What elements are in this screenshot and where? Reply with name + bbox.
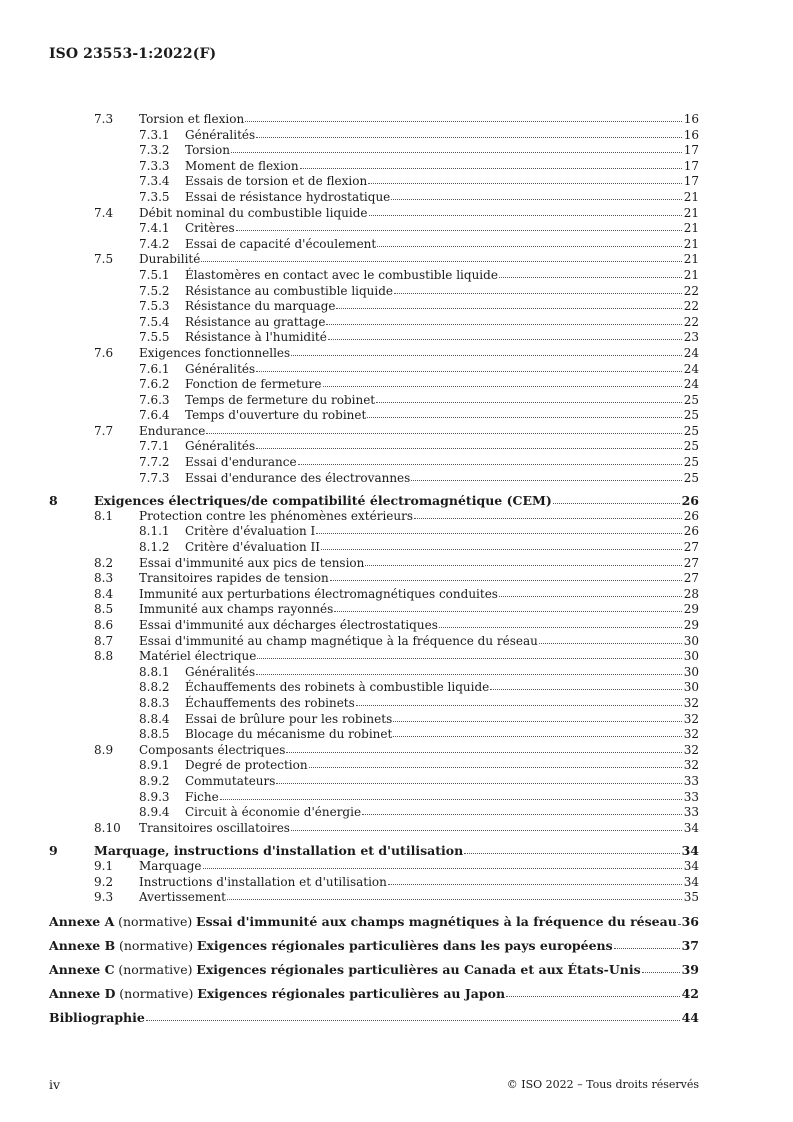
toc-entry-title: Essai d'immunité au champ magnétique à la fréquence du réseau xyxy=(139,633,538,648)
toc-entry-number: 7.3.5 xyxy=(139,189,170,204)
toc-entry-page: 32 xyxy=(683,758,699,773)
toc-entry-title: Moment de flexion xyxy=(185,158,299,173)
dot-leader xyxy=(309,757,682,768)
toc-entry-number: 7.4 xyxy=(94,205,114,220)
toc-entry[interactable] xyxy=(49,859,699,875)
toc-entry-number: 9 xyxy=(49,843,58,859)
dot-leader xyxy=(499,267,682,278)
toc-entry-page: 21 xyxy=(683,236,699,251)
toc-entry[interactable] xyxy=(49,758,699,774)
toc-entry[interactable] xyxy=(49,790,699,806)
toc-entry-title: Degré de protection xyxy=(185,758,308,773)
dot-leader xyxy=(553,493,680,504)
toc-entry-title: Protection contre les phénomènes extérieurs xyxy=(139,508,414,523)
toc-entry[interactable] xyxy=(49,805,699,821)
toc-entry-number: 7.5.3 xyxy=(139,299,170,314)
toc-entry-number: 7.7.2 xyxy=(139,455,170,470)
toc-entry-page: 34 xyxy=(681,843,699,859)
dot-leader xyxy=(356,695,682,706)
toc-entry-title: Immunité aux champs rayonnés xyxy=(139,602,334,617)
annex-label: Annexe D xyxy=(49,985,116,1001)
toc-entry-title: Généralités xyxy=(185,439,256,454)
toc-entry-title: Durabilité xyxy=(139,252,201,267)
toc-entry-page: 27 xyxy=(683,555,699,570)
toc-entry-number: 8.8 xyxy=(94,649,114,664)
dot-leader xyxy=(256,438,682,449)
toc-entry-title: Résistance au grattage xyxy=(185,314,326,329)
toc-entry-title: Blocage du mécanisme du robinet xyxy=(185,727,393,742)
toc-entry-number: 8.1.2 xyxy=(139,540,170,555)
dot-leader xyxy=(388,874,682,885)
dot-leader xyxy=(678,914,680,925)
toc-entry[interactable] xyxy=(49,509,699,525)
toc-entry-page: 21 xyxy=(683,189,699,204)
toc-entry-title: Transitoires oscillatoires xyxy=(139,820,290,835)
dot-leader xyxy=(328,329,682,340)
toc-entry-title: Essai d'endurance xyxy=(185,455,297,470)
toc-entry-page: 21 xyxy=(683,267,699,282)
toc-entry[interactable] xyxy=(49,362,699,378)
toc-entry[interactable] xyxy=(49,455,699,471)
toc-entry-title: Torsion xyxy=(185,143,230,158)
toc-entry-title: Résistance du marquage xyxy=(185,299,336,314)
toc-entry-page: 25 xyxy=(683,408,699,423)
toc-entry-title: Débit nominal du combustible liquide xyxy=(139,205,368,220)
toc-entry-title: Essai de capacité d'écoulement xyxy=(185,236,377,251)
toc-entry-number: 7.6.4 xyxy=(139,408,170,423)
toc-entry[interactable] xyxy=(49,821,699,837)
dot-leader xyxy=(334,601,681,612)
toc-entry-title: Commutateurs xyxy=(185,773,276,788)
dot-leader xyxy=(206,423,681,434)
dot-leader xyxy=(256,361,682,372)
dot-leader xyxy=(367,407,681,418)
toc-entry[interactable] xyxy=(49,315,699,331)
toc-entry[interactable] xyxy=(49,680,699,696)
toc-entry-page: 30 xyxy=(683,633,699,648)
toc-entry-title: Immunité aux perturbations électromagnétiques conduites xyxy=(139,586,498,601)
dot-leader xyxy=(330,570,682,581)
toc-entry-title: Fiche xyxy=(185,789,219,804)
toc-entry-number: 8.8.3 xyxy=(139,695,170,710)
bibliography-title: Bibliographie xyxy=(49,1009,145,1025)
toc-entry-page: 33 xyxy=(683,805,699,820)
dot-leader xyxy=(439,617,682,628)
toc-entry[interactable] xyxy=(49,493,699,509)
toc-entry-number: 7.5.1 xyxy=(139,267,170,282)
toc-entry[interactable] xyxy=(49,571,699,587)
toc-entry[interactable] xyxy=(49,712,699,728)
toc-entry-page: 26 xyxy=(683,524,699,539)
toc-entry-page: 22 xyxy=(683,314,699,329)
toc-entry-title: Élastomères en contact avec le combustible liquide xyxy=(185,267,498,282)
dot-leader xyxy=(393,711,681,722)
dot-leader xyxy=(365,555,681,566)
dot-leader xyxy=(298,454,682,465)
annex-title: Exigences régionales particulières au Canada et aux États-Unis xyxy=(196,961,641,977)
toc-entry[interactable] xyxy=(49,774,699,790)
toc-entry[interactable] xyxy=(49,330,699,346)
toc-entry-title: Échauffements des robinets xyxy=(185,695,355,710)
annex-type: (normative) xyxy=(119,985,194,1001)
toc-entry-page: 26 xyxy=(683,508,699,523)
dot-leader xyxy=(614,938,680,949)
toc-annex-entry[interactable] xyxy=(49,961,699,978)
toc-entry-page: 24 xyxy=(683,345,699,360)
toc-entry-title: Composants électriques xyxy=(139,742,286,757)
toc-annex-entry[interactable] xyxy=(49,937,699,954)
toc-entry-page: 28 xyxy=(683,586,699,601)
toc-entry-title: Fonction de fermeture xyxy=(185,377,322,392)
toc-entry-number: 7.3 xyxy=(94,112,114,126)
dot-leader xyxy=(362,804,682,815)
dot-leader xyxy=(394,283,682,294)
toc-entry-title: Critère d'évaluation II xyxy=(185,540,320,555)
toc-entry[interactable] xyxy=(49,174,699,190)
toc-entry[interactable] xyxy=(49,524,699,540)
toc-entry-title: Exigences fonctionnelles xyxy=(139,345,291,360)
toc-entry-number: 8.1 xyxy=(94,508,114,523)
toc-entry[interactable] xyxy=(49,128,699,144)
toc-entry-page: 32 xyxy=(683,727,699,742)
toc-entry-page: 30 xyxy=(683,649,699,664)
toc-bibliography-entry[interactable] xyxy=(49,1009,699,1026)
toc-entry[interactable] xyxy=(49,471,699,487)
toc-entry-number: 8.3 xyxy=(94,571,114,586)
toc-entry-number: 7.3.3 xyxy=(139,158,170,173)
toc-entry[interactable] xyxy=(49,540,699,556)
toc-entry[interactable] xyxy=(49,346,699,362)
toc-entry-page: 16 xyxy=(683,127,699,142)
annex-type: (normative) xyxy=(118,961,193,977)
toc-entry-title: Transitoires rapides de tension xyxy=(139,571,329,586)
dot-leader xyxy=(220,789,682,800)
toc-entry-number: 7.4.1 xyxy=(139,221,170,236)
toc-entry[interactable] xyxy=(49,159,699,175)
dot-leader xyxy=(326,314,681,325)
toc-entry-title: Marquage xyxy=(139,858,202,873)
toc-entry[interactable] xyxy=(49,649,699,665)
toc-entry[interactable] xyxy=(49,112,699,128)
toc-entry-title: Essais de torsion et de flexion xyxy=(185,174,368,189)
toc-entry[interactable] xyxy=(49,602,699,618)
toc-entry[interactable] xyxy=(49,890,699,906)
toc-entry-title: Généralités xyxy=(185,127,256,142)
dot-leader xyxy=(276,773,681,784)
toc-entry-title: Essai de résistance hydrostatique xyxy=(185,189,391,204)
dot-leader xyxy=(376,392,682,403)
toc-entry-title: Temps de fermeture du robinet xyxy=(185,392,376,407)
toc-entry-number: 7.3.2 xyxy=(139,143,170,158)
toc-entry-title: Résistance au combustible liquide xyxy=(185,283,394,298)
toc-entry-title: Critère d'évaluation I xyxy=(185,524,316,539)
toc-entry-title: Critères xyxy=(185,221,235,236)
annex-title: Exigences régionales particulières au Japon xyxy=(197,985,506,1001)
toc-entry[interactable] xyxy=(49,299,699,315)
toc-entry-page: 24 xyxy=(683,361,699,376)
toc-entry[interactable] xyxy=(49,618,699,634)
toc-entry[interactable] xyxy=(49,143,699,159)
toc-entry-number: 9.3 xyxy=(94,890,114,905)
toc-entry-number: 7.5.4 xyxy=(139,314,170,329)
toc-entry-title: Endurance xyxy=(139,423,206,438)
toc-entry-number: 7.6 xyxy=(94,345,114,360)
toc-entry-title: Avertissement xyxy=(139,890,226,905)
toc-entry-page: 17 xyxy=(683,158,699,173)
toc-entry-page: 30 xyxy=(683,680,699,695)
annex-label: Annexe C xyxy=(49,961,115,977)
toc-entry-number: 7.7.1 xyxy=(139,439,170,454)
toc-entry-number: 8.4 xyxy=(94,586,114,601)
page-number: iv xyxy=(49,1077,61,1092)
toc-entry-page: 35 xyxy=(683,890,699,905)
toc-entry[interactable] xyxy=(49,556,699,572)
toc-entry[interactable] xyxy=(49,696,699,712)
toc-entry[interactable] xyxy=(49,634,699,650)
toc-entry-page: 29 xyxy=(683,618,699,632)
dot-leader xyxy=(411,470,681,481)
toc-entry-page: 34 xyxy=(683,858,699,873)
bibliography-page: 44 xyxy=(681,1009,699,1025)
toc-entry[interactable] xyxy=(49,727,699,743)
dot-leader xyxy=(336,298,681,309)
annex-page: 36 xyxy=(681,913,699,929)
toc-entry-title: Temps d'ouverture du robinet xyxy=(185,408,367,423)
dot-leader xyxy=(499,586,682,597)
toc-entry[interactable] xyxy=(49,843,699,859)
toc-entry[interactable] xyxy=(49,665,699,681)
toc-entry-page: 34 xyxy=(683,874,699,889)
toc-entry-page: 24 xyxy=(683,377,699,392)
toc-entry-number: 7.6.2 xyxy=(139,377,170,392)
toc-entry-page: 33 xyxy=(683,789,699,804)
toc-entry-number: 7.5.2 xyxy=(139,283,170,298)
toc-entry-page: 17 xyxy=(683,174,699,189)
dot-leader xyxy=(146,1010,680,1021)
dot-leader xyxy=(256,664,682,675)
dot-leader xyxy=(321,539,682,550)
toc-entry-page: 32 xyxy=(683,742,699,757)
toc-entry[interactable] xyxy=(49,439,699,455)
toc-entry[interactable] xyxy=(49,393,699,409)
toc-entry-page: 21 xyxy=(683,252,699,267)
copyright-notice: © ISO 2022 – Tous droits réservés xyxy=(506,1078,699,1091)
dot-leader xyxy=(231,142,682,153)
dot-leader xyxy=(291,820,682,831)
toc-entry-page: 27 xyxy=(683,571,699,586)
toc-entry-page: 30 xyxy=(683,664,699,679)
dot-leader xyxy=(642,962,680,973)
toc-entry-number: 7.5 xyxy=(94,252,114,267)
toc-entry-title: Échauffements des robinets à combustible liquide xyxy=(185,680,490,695)
toc-entry-title: Marquage, instructions d'installation et d'utilisation xyxy=(94,843,464,859)
table-of-contents xyxy=(49,112,699,1026)
toc-entry-number: 8.1.1 xyxy=(139,524,170,539)
toc-entry-title: Généralités xyxy=(185,361,256,376)
toc-entry-number: 7.6.1 xyxy=(139,361,170,376)
dot-leader xyxy=(323,376,682,387)
toc-entry-title: Essai de brûlure pour les robinets xyxy=(185,711,393,726)
toc-entry-number: 7.7 xyxy=(94,423,114,438)
toc-entry-page: 25 xyxy=(683,423,699,438)
dot-leader xyxy=(464,843,679,854)
toc-entry-title: Circuit à économie d'énergie xyxy=(185,805,362,820)
dot-leader xyxy=(506,986,680,997)
toc-entry-number: 9.1 xyxy=(94,858,114,873)
dot-leader xyxy=(300,158,682,169)
toc-entry-page: 34 xyxy=(683,820,699,835)
dot-leader xyxy=(316,523,681,534)
toc-entry[interactable] xyxy=(49,743,699,759)
toc-entry-page: 22 xyxy=(683,283,699,298)
toc-entry-page: 25 xyxy=(683,470,699,485)
toc-entry-number: 7.3.4 xyxy=(139,174,170,189)
toc-entry-page: 33 xyxy=(683,773,699,788)
toc-entry-number: 8.9.2 xyxy=(139,773,170,788)
toc-entry-number: 8.9.3 xyxy=(139,789,170,804)
toc-entry-number: 8.8.4 xyxy=(139,711,170,726)
dot-leader xyxy=(539,633,682,644)
toc-entry-number: 8.10 xyxy=(94,820,121,835)
dot-leader xyxy=(256,127,682,138)
toc-entry[interactable] xyxy=(49,875,699,891)
dot-leader xyxy=(368,173,682,184)
toc-entry[interactable] xyxy=(49,252,699,268)
toc-entry-title: Torsion et flexion xyxy=(139,112,245,126)
toc-entry-number: 8.8.1 xyxy=(139,664,170,679)
dot-leader xyxy=(414,508,682,519)
annex-page: 37 xyxy=(681,937,699,953)
toc-entry-title: Matériel électrique xyxy=(139,649,257,664)
toc-entry-number: 8 xyxy=(49,493,58,509)
toc-entry-number: 8.8.5 xyxy=(139,727,170,742)
toc-entry[interactable] xyxy=(49,587,699,603)
toc-entry-number: 7.3.1 xyxy=(139,127,170,142)
toc-entry-page: 25 xyxy=(683,439,699,454)
annex-label: Annexe B xyxy=(49,937,116,953)
toc-entry-title: Essai d'immunité aux pics de tension xyxy=(139,555,365,570)
toc-annex-entry[interactable] xyxy=(49,985,699,1002)
dot-leader xyxy=(257,648,681,659)
toc-entry-page: 27 xyxy=(683,540,699,555)
annex-label: Annexe A xyxy=(49,913,115,929)
toc-entry[interactable] xyxy=(49,190,699,206)
toc-entry-number: 8.2 xyxy=(94,555,114,570)
dot-leader xyxy=(227,889,682,900)
toc-entry[interactable] xyxy=(49,221,699,237)
toc-entry-number: 8.8.2 xyxy=(139,680,170,695)
toc-entry-page: 23 xyxy=(683,330,699,345)
dot-leader xyxy=(377,236,682,247)
annex-title: Essai d'immunité aux champs magnétiques à la fréquence du réseau xyxy=(196,913,677,929)
toc-entry-page: 25 xyxy=(683,455,699,470)
toc-entry[interactable] xyxy=(49,408,699,424)
toc-entry-title: Instructions d'installation et d'utilisation xyxy=(139,874,387,889)
toc-entry-page: 16 xyxy=(683,112,699,126)
annex-title: Exigences régionales particulières dans les pays européens xyxy=(196,937,613,953)
toc-entry-page: 32 xyxy=(683,711,699,726)
toc-entry-page: 22 xyxy=(683,299,699,314)
dot-leader xyxy=(393,726,681,737)
toc-entry-page: 32 xyxy=(683,695,699,710)
toc-entry-number: 8.9.4 xyxy=(139,805,170,820)
toc-entry-number: 8.9 xyxy=(94,742,114,757)
toc-entry-page: 21 xyxy=(683,205,699,220)
toc-entry-number: 9.2 xyxy=(94,874,114,889)
toc-entry-number: 8.9.1 xyxy=(139,758,170,773)
toc-entry-number: 7.7.3 xyxy=(139,470,170,485)
dot-leader xyxy=(369,205,682,216)
toc-entry[interactable] xyxy=(49,424,699,440)
toc-entry-title: Résistance à l'humidité xyxy=(185,330,327,345)
toc-entry-number: 8.5 xyxy=(94,602,114,617)
toc-entry-page: 26 xyxy=(681,493,699,509)
toc-entry-number: 8.6 xyxy=(94,618,114,632)
dot-leader xyxy=(201,251,681,262)
annex-type: (normative) xyxy=(118,937,194,953)
toc-entry-number: 7.6.3 xyxy=(139,392,170,407)
toc-entry-page: 25 xyxy=(683,392,699,407)
dot-leader xyxy=(203,858,682,869)
toc-entry[interactable] xyxy=(49,268,699,284)
toc-entry-page: 29 xyxy=(683,602,699,617)
toc-entry-number: 8.7 xyxy=(94,633,114,648)
toc-entry-number: 7.4.2 xyxy=(139,236,170,251)
toc-entry-title: Essai d'immunité aux décharges électrostatiques xyxy=(139,618,438,632)
annex-page: 42 xyxy=(681,985,699,1001)
toc-entry-number: 7.5.5 xyxy=(139,330,170,345)
dot-leader xyxy=(286,742,681,753)
toc-entry-page: 17 xyxy=(683,143,699,158)
annex-page: 39 xyxy=(681,961,699,977)
dot-leader xyxy=(245,111,682,122)
dot-leader xyxy=(236,220,682,231)
toc-entry[interactable] xyxy=(49,237,699,253)
toc-annex-entry[interactable] xyxy=(49,913,699,930)
toc-entry-title: Essai d'endurance des électrovannes xyxy=(185,470,411,485)
toc-entry-page: 21 xyxy=(683,221,699,236)
toc-entry-title: Généralités xyxy=(185,664,256,679)
document-id: ISO 23553-1:2022(F) xyxy=(49,46,217,62)
toc-entry[interactable] xyxy=(49,284,699,300)
dot-leader xyxy=(291,345,682,356)
dot-leader xyxy=(490,679,681,690)
toc-entry-title: Exigences électriques/de compatibilité électromagnétique (CEM) xyxy=(94,493,552,509)
toc-entry[interactable] xyxy=(49,206,699,222)
annex-type: (normative) xyxy=(118,913,193,929)
dot-leader xyxy=(391,189,681,200)
toc-entry[interactable] xyxy=(49,377,699,393)
